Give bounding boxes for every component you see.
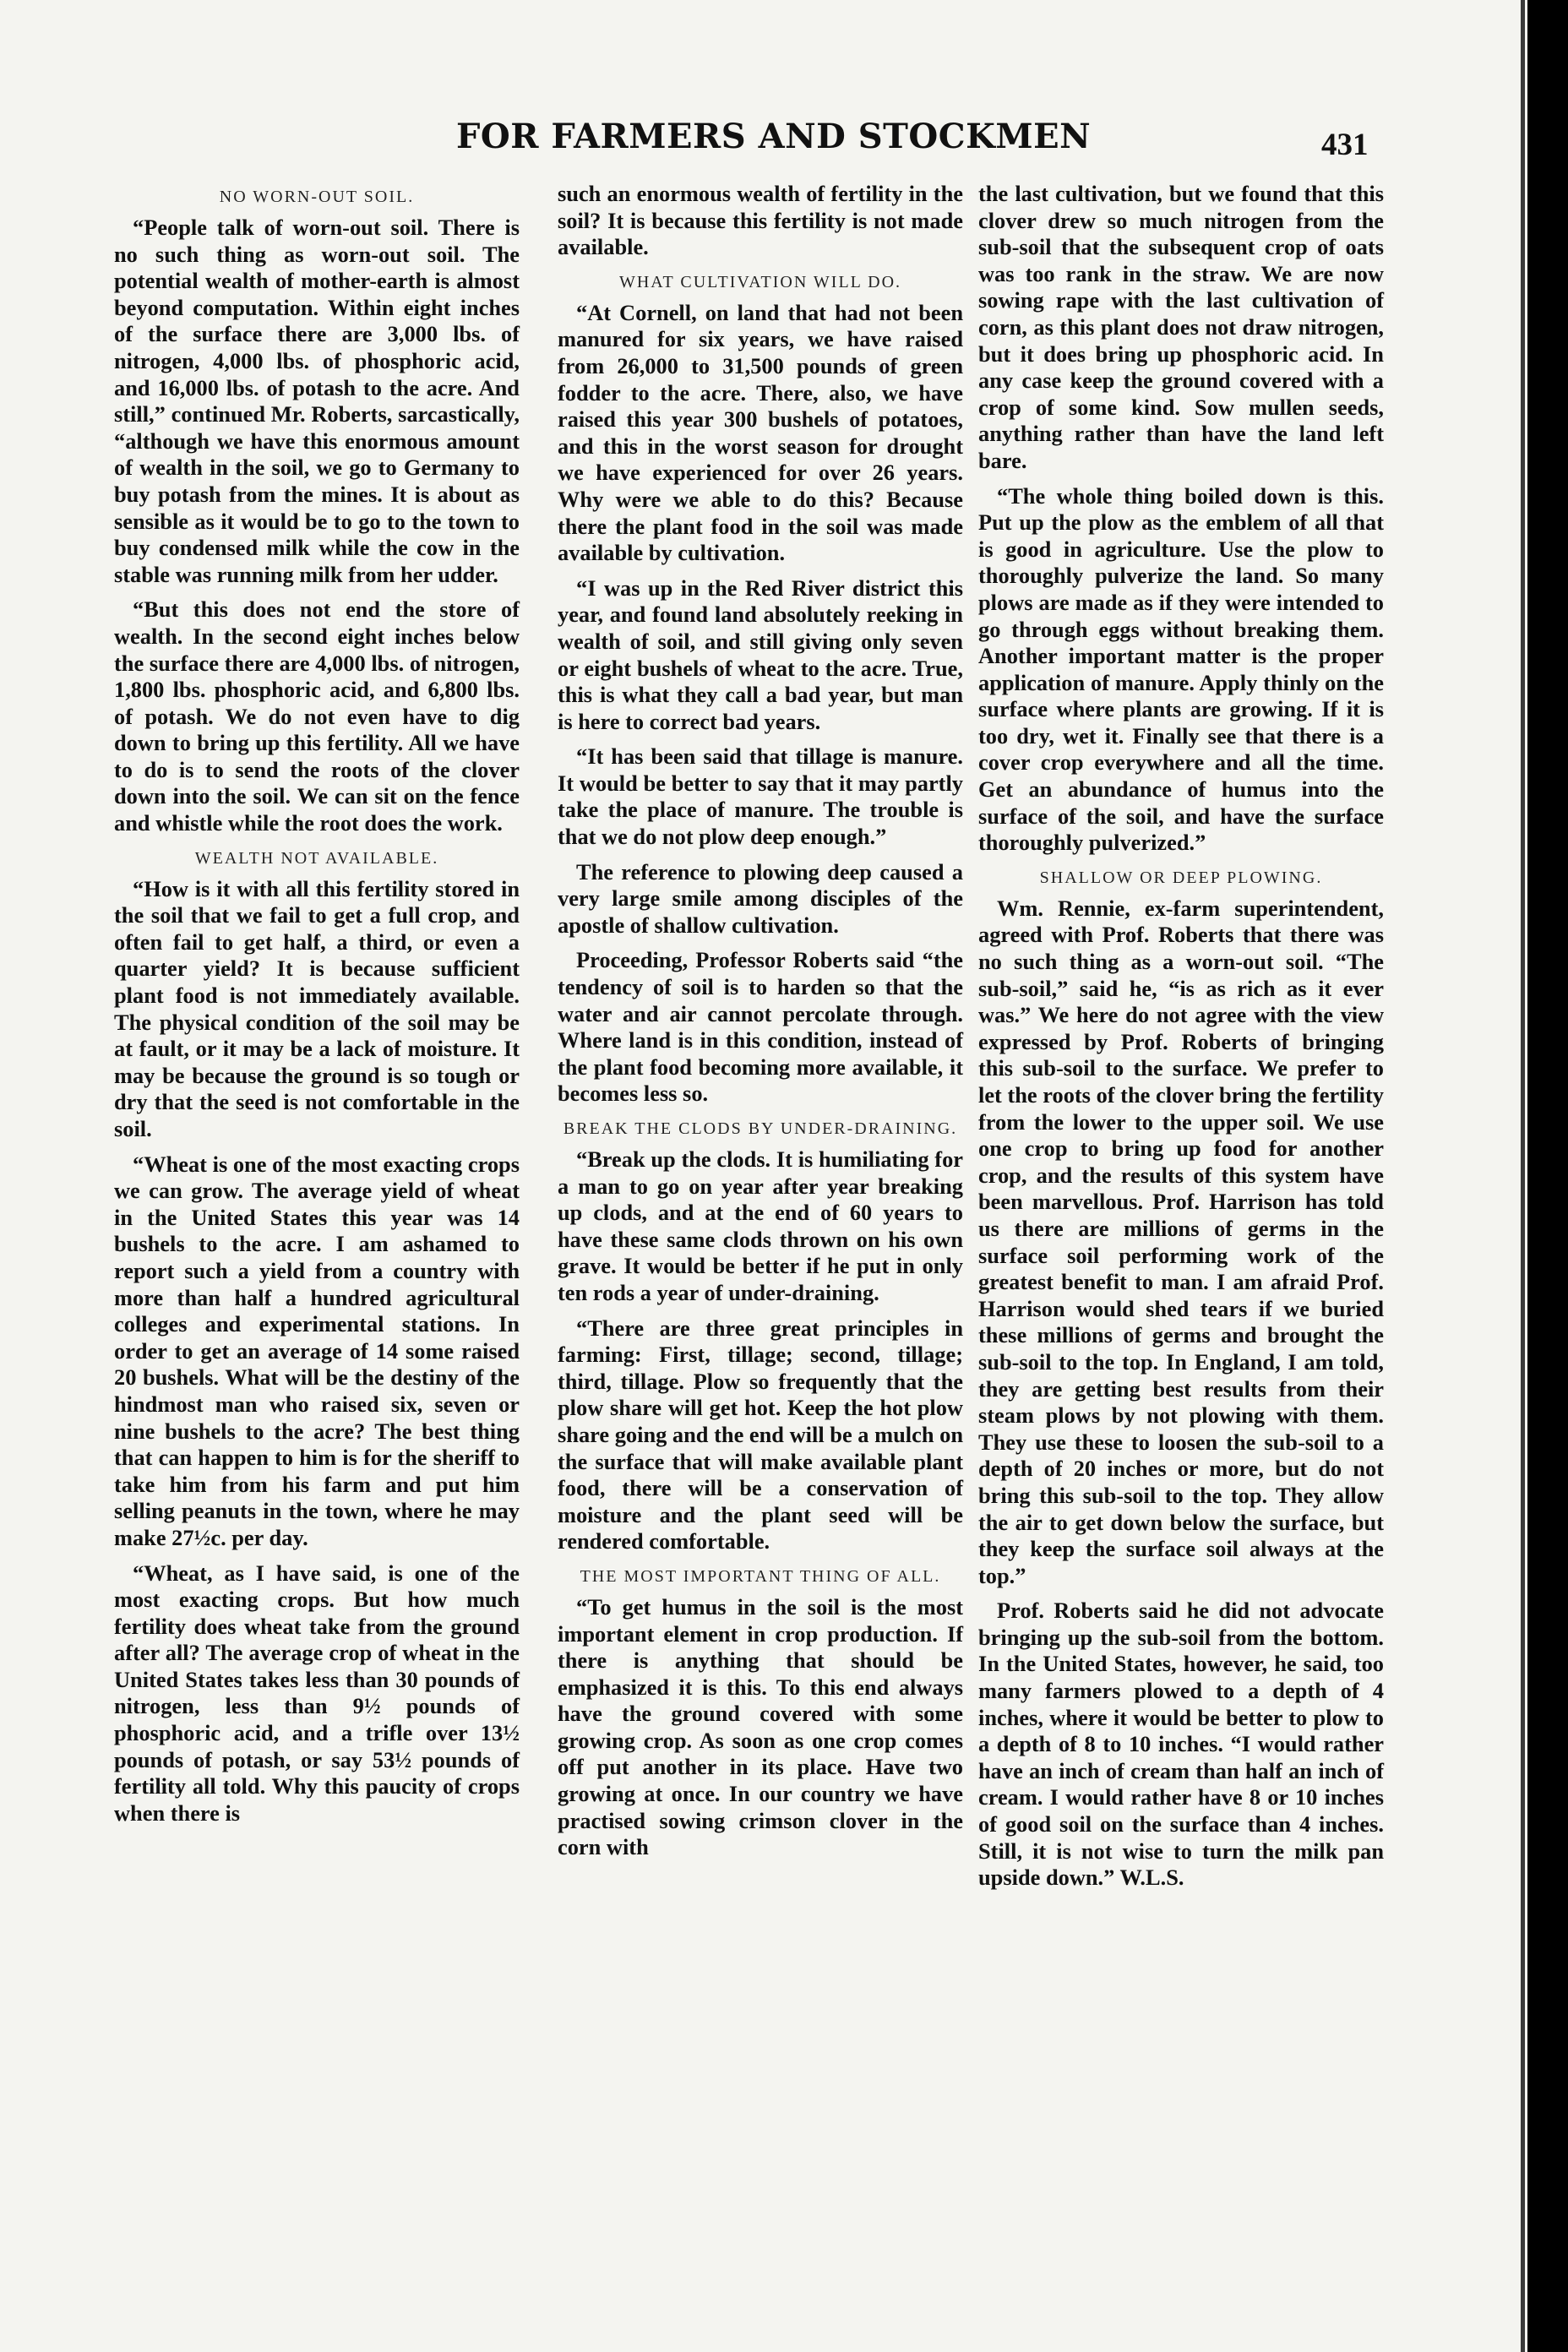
scan-border <box>1527 0 1568 2352</box>
paragraph: such an enormous wealth of fertility in the soil? It is because this fertility is not made available. <box>558 181 963 260</box>
paragraph: “It has been said that tillage is manure. It would be better to say that it may partly take the place of manure. The trouble is that we do not plow deep enough.” <box>558 743 963 850</box>
text-column-3 <box>978 181 1384 1900</box>
paragraph: the last cultivation, but we found that this clover drew so much nitrogen from the sub-soil that the subsequent crop of oats was too rank in the straw. We are now sowing rape with the last cultivation of corn, as this plant does not draw nitrogen, but it does bring up phosphoric acid. In any case keep the ground covered with a crop of some kind. Sow mullen seeds, anything rather than have the land left bare. <box>978 181 1384 473</box>
paragraph: The reference to plowing deep caused a very large smile among disciples of the apostle of shallow cultivation. <box>558 858 963 938</box>
paragraph: “But this does not end the store of wealth. In the second eight inches below the surface there are 4,000 lbs. of nitrogen, 1,800 lbs. phosphoric acid, and 6,800 lbs. of potash. We do not even have to dig down to bring up this fertility. All we have to do is to send the roots of the clover down into the soil. We can sit on the fence and whistle while the root does the work. <box>114 596 520 836</box>
paragraph: “At Cornell, on land that had not been manured for six years, we have raised from 26,000 to 31,500 pounds of green fodder to the acre. There, also, we have raised this year 300 bushels of potatoes, and this in the worst season for drought we have experienced for over 26 years. Why were we able to do this? Because there the plant food in the soil was made available by cultivation. <box>558 299 963 566</box>
section-heading: NO WORN-OUT SOIL. <box>219 188 415 206</box>
paragraph: Prof. Roberts said he did not advocate bringing up the sub-soil from the bottom. In the United States, however, he said, too many farmers plowed to a depth of 4 inches, where it would be better to plow to a depth of 8 to 10 inches. “I would rather have an inch of cream than half an inch of cream. I would rather have 8 or 10 inches of good soil on the surface than 4 inches. Still, it is not wise to turn the milk pan upside down.” W.L.S. <box>978 1598 1384 1891</box>
page-edge-line <box>1521 0 1525 2352</box>
paragraph: “People talk of worn-out soil. There is no such thing as worn-out soil. The potential wealth of mother-earth is almost beyond computation. Within eight inches of the surface there are 3,000 lbs. of nitrogen, 4,000 lbs. of phosphoric acid, and 16,000 lbs. of potash to the acre. And still,” continued Mr. Roberts, sarcastically, “although we have this enormous amount of wealth in the soil, we go to Germany to buy potash from the mines. It is about as sensible as it would be to go to the town to buy condensed milk while the cow in the stable was running milk from her udder. <box>114 215 520 587</box>
text-column-1 <box>114 181 520 1835</box>
text-column-2 <box>558 181 963 1870</box>
section-heading: WEALTH NOT AVAILABLE. <box>194 848 439 868</box>
paragraph: Proceeding, Professor Roberts said “the tendency of soil is to harden so that the water and air cannot percolate through. Where land is in this condition, instead of the plant food becoming more available, it becomes less so. <box>558 947 963 1107</box>
paragraph: “Wheat is one of the most exacting crops we can grow. The average yield of wheat in the United States this year was 14 bushels to the acre. I am ashamed to report such a yield from a country with more than half a hundred agricultural colleges and experimental stations. In order to get an average of 14 some raised 20 bushels. What will be the destiny of the hindmost man who raised six, seven or nine bushels to the acre? The best thing that can happen to him is for the sheriff to take him from his farm and put him selling peanuts in the town, where he may make 27½c. per day. <box>114 1151 520 1550</box>
page-number: 431 <box>1321 128 1369 162</box>
running-head: FOR FARMERS AND STOCKMEN <box>456 117 1092 156</box>
paragraph: “How is it with all this fertility stored in the soil that we fail to get a full crop, and often fail to get half, a third, or even a quarter yield? It is because sufficient plant food is not immediately available. The physical condition of the soil may be at fault, or it may be a lack of moisture. It may be because the ground is so tough or dry that the seed is not comfortable in the soil. <box>114 875 520 1141</box>
paragraph: “The whole thing boiled down is this. Put up the plow as the emblem of all that is good in agriculture. Use the plow to thoroughly pulverize the land. So many plows are made as if they were intended to go through eggs without breaking them. Another important matter is the proper application of manure. Apply thinly on the surface where plants are growing. If it is too dry, wet it. Finally see that there is a cover crop everywhere and all the time. Get an abundance of humus into the surface of the soil, and have the surface thoroughly pulverized.” <box>978 482 1384 856</box>
paragraph: “There are three great principles in farming: First, tillage; second, tillage; third, tillage. Plow so frequently that the plow share will get hot. Keep the hot plow share going and the end will be a mulch on the surface that will make available plant food, there will be a conservation of moisture and the plant seed will be rendered comfortable. <box>558 1315 963 1554</box>
paragraph: “Wheat, as I have said, is one of the most exacting crops. But how much fertility does wheat take from the ground after all? The average crop of wheat in the United States takes less than 30 pounds of nitrogen, less than 9½ pounds of phosphoric acid, and a trifle over 13½ pounds of potash, or say 53½ pounds of fertility all told. Why this paucity of crops when there is <box>114 1560 520 1826</box>
paragraph: “Break up the clods. It is humiliating for a man to go on year after year breaking up clods, and at the end of 60 years to have these same clods thrown on his own grave. It would be better if he put in only ten rods a year of under-draining. <box>558 1146 963 1305</box>
paragraph: “To get humus in the soil is the most important element in crop production. If there is anything that should be emphasized it is this. To this end always have the ground covered with some growing crop. As soon as one crop comes off put another in its place. Have two growing at once. In our country we have practised sowing crimson clover in the corn with <box>558 1593 963 1860</box>
paragraph: “I was up in the Red River district this year, and found land absolutely reeking in wealth of soil, and still giving only seven or eight bushels of wheat to the acre. True, this is what they call a bad year, but man is here to correct bad years. <box>558 574 963 734</box>
section-heading: THE MOST IMPORTANT THING OF ALL. <box>580 1566 941 1586</box>
section-heading: BREAK THE CLODS BY UNDER-DRAINING. <box>563 1119 958 1138</box>
section-heading: WHAT CULTIVATION WILL DO. <box>618 272 902 291</box>
paragraph: Wm. Rennie, ex-farm superintendent, agreed with Prof. Roberts that there was no such thing as a worn-out soil. “The sub-soil,” said he, “is as rich as it ever was.” We here do not agree with the view expressed by Prof. Roberts of bringing this sub-soil to the surface. We prefer to let the roots of the clover bring the fertility from the lower to the upper soil. We use one crop to bring up food for another crop, and the results of this system have been marvellous. Prof. Harrison has told us there are millions of germs in the surface soil performing work of the greatest benefit to man. I am afraid Prof. Harrison would shed tears if we buried these millions of germs and brought the sub-soil to the top. In England, I am told, they are getting best results from their steam plows by not plowing with them. They use these to loosen the sub-soil to a depth of 20 inches or more, but do not bring this sub-soil to the top. They allow the air to get down below the surface, but they keep the surface soil always at the top.” <box>978 895 1384 1588</box>
section-heading: SHALLOW OR DEEP PLOWING. <box>1039 868 1323 887</box>
